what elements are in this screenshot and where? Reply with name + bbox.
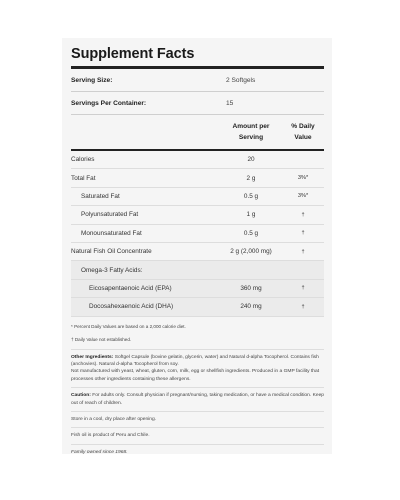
origin-text: Fish oil is product of Peru and Chile. — [71, 428, 324, 444]
other-ingredients — [71, 354, 324, 369]
nutrient-row-monounsaturated-fat — [71, 225, 324, 243]
family-owned-text: Family owned since 1968. — [71, 449, 128, 455]
nutrient-amount: 240 mg — [240, 303, 262, 311]
nutrient-amount: 0.5 g — [243, 229, 259, 237]
nutrient-row-epa — [71, 280, 324, 298]
nutrient-dv: † — [301, 285, 305, 292]
nutrient-dv: † — [301, 230, 305, 237]
nutrient-name: Natural Fish Oil Concentrate — [71, 248, 152, 256]
nutrient-row-dha — [71, 298, 324, 316]
panel-title: Supplement Facts — [71, 46, 195, 62]
caution-block — [71, 388, 324, 412]
servings-per-container-row — [71, 92, 324, 114]
nutrient-name: Eicosapentaenoic Acid (EPA) — [89, 284, 172, 292]
servings-per-container-value: 15 — [226, 99, 234, 107]
amount-per-serving-header: Amount per Serving — [232, 123, 270, 141]
nutrient-name: Total Fat — [71, 174, 96, 182]
nutrient-name: Docosahexaenoic Acid (DHA) — [89, 303, 174, 311]
serving-size-value: 2 Softgels — [226, 76, 256, 84]
nutrient-amount: 2 g (2,000 mg) — [230, 248, 272, 256]
nutrient-name: Monounsaturated Fat — [81, 229, 142, 237]
allergen-statement: Not manufactured with yeast, wheat, gluten, corn, milk, egg or shellfish ingredients. Produced in a GMP facility that processes other ingredients containing these allergens. — [71, 369, 320, 382]
other-ingredients-label: Other Ingredients: — [71, 354, 114, 360]
nutrient-dv: † — [301, 248, 305, 255]
nutrient-dv: 3%* — [297, 193, 309, 200]
nutrient-name: Omega-3 Fatty Acids: — [81, 266, 143, 274]
storage-text: Store in a cool, dry place after opening. — [71, 412, 324, 428]
nutrient-dv: † — [301, 303, 305, 310]
nutrient-row-fish-oil — [71, 243, 324, 261]
serving-size-label: Serving Size: — [71, 76, 113, 84]
nutrient-row-total-fat — [71, 169, 324, 187]
nutrient-name: Polyunsaturated Fat — [81, 211, 139, 219]
servings-per-container-label: Servings Per Container: — [71, 99, 147, 107]
nutrient-amount: 0.5 g — [243, 192, 259, 200]
supplement-facts-panel — [62, 38, 332, 454]
other-ingredients-block — [71, 350, 324, 389]
nutrient-amount: 1 g — [246, 211, 256, 219]
nutrient-amount: 2 g — [246, 174, 256, 182]
column-header-row — [71, 115, 324, 149]
nutrient-row-polyunsaturated-fat — [71, 206, 324, 224]
nutrient-name: Saturated Fat — [81, 192, 120, 200]
nutrient-row-calories — [71, 151, 324, 169]
nutrient-row-saturated-fat — [71, 188, 324, 206]
nutrient-amount: 20 — [247, 156, 255, 164]
caution-label: Caution: — [71, 393, 91, 399]
serving-size-row — [71, 69, 324, 91]
nutrient-row-omega3 — [71, 261, 324, 279]
other-ingredients-text: Softgel Capsule (bovine gelatin, glycerin, water) and Natural d-alpha Tocopherol. Contains fish (anchovies). Natural d-alpha Tocopherol from soy. — [71, 354, 319, 367]
nutrient-dv: † — [301, 211, 305, 218]
nutrient-name: Calories — [71, 156, 95, 164]
nutrient-dv: 3%* — [297, 175, 309, 182]
daily-value-header: % Daily Value — [291, 123, 315, 141]
footnote-percent-dv: * Percent Daily Values are based on a 2,000 calorie diet. — [71, 323, 186, 329]
footnote-dagger: † Daily Value not established. — [71, 336, 132, 342]
nutrient-amount: 360 mg — [240, 284, 262, 292]
footnotes — [71, 317, 324, 350]
caution-text: For adults only. Consult physician if pregnant/nursing, taking medication, or have a medical condition. Keep out of reach of children. — [71, 393, 325, 406]
